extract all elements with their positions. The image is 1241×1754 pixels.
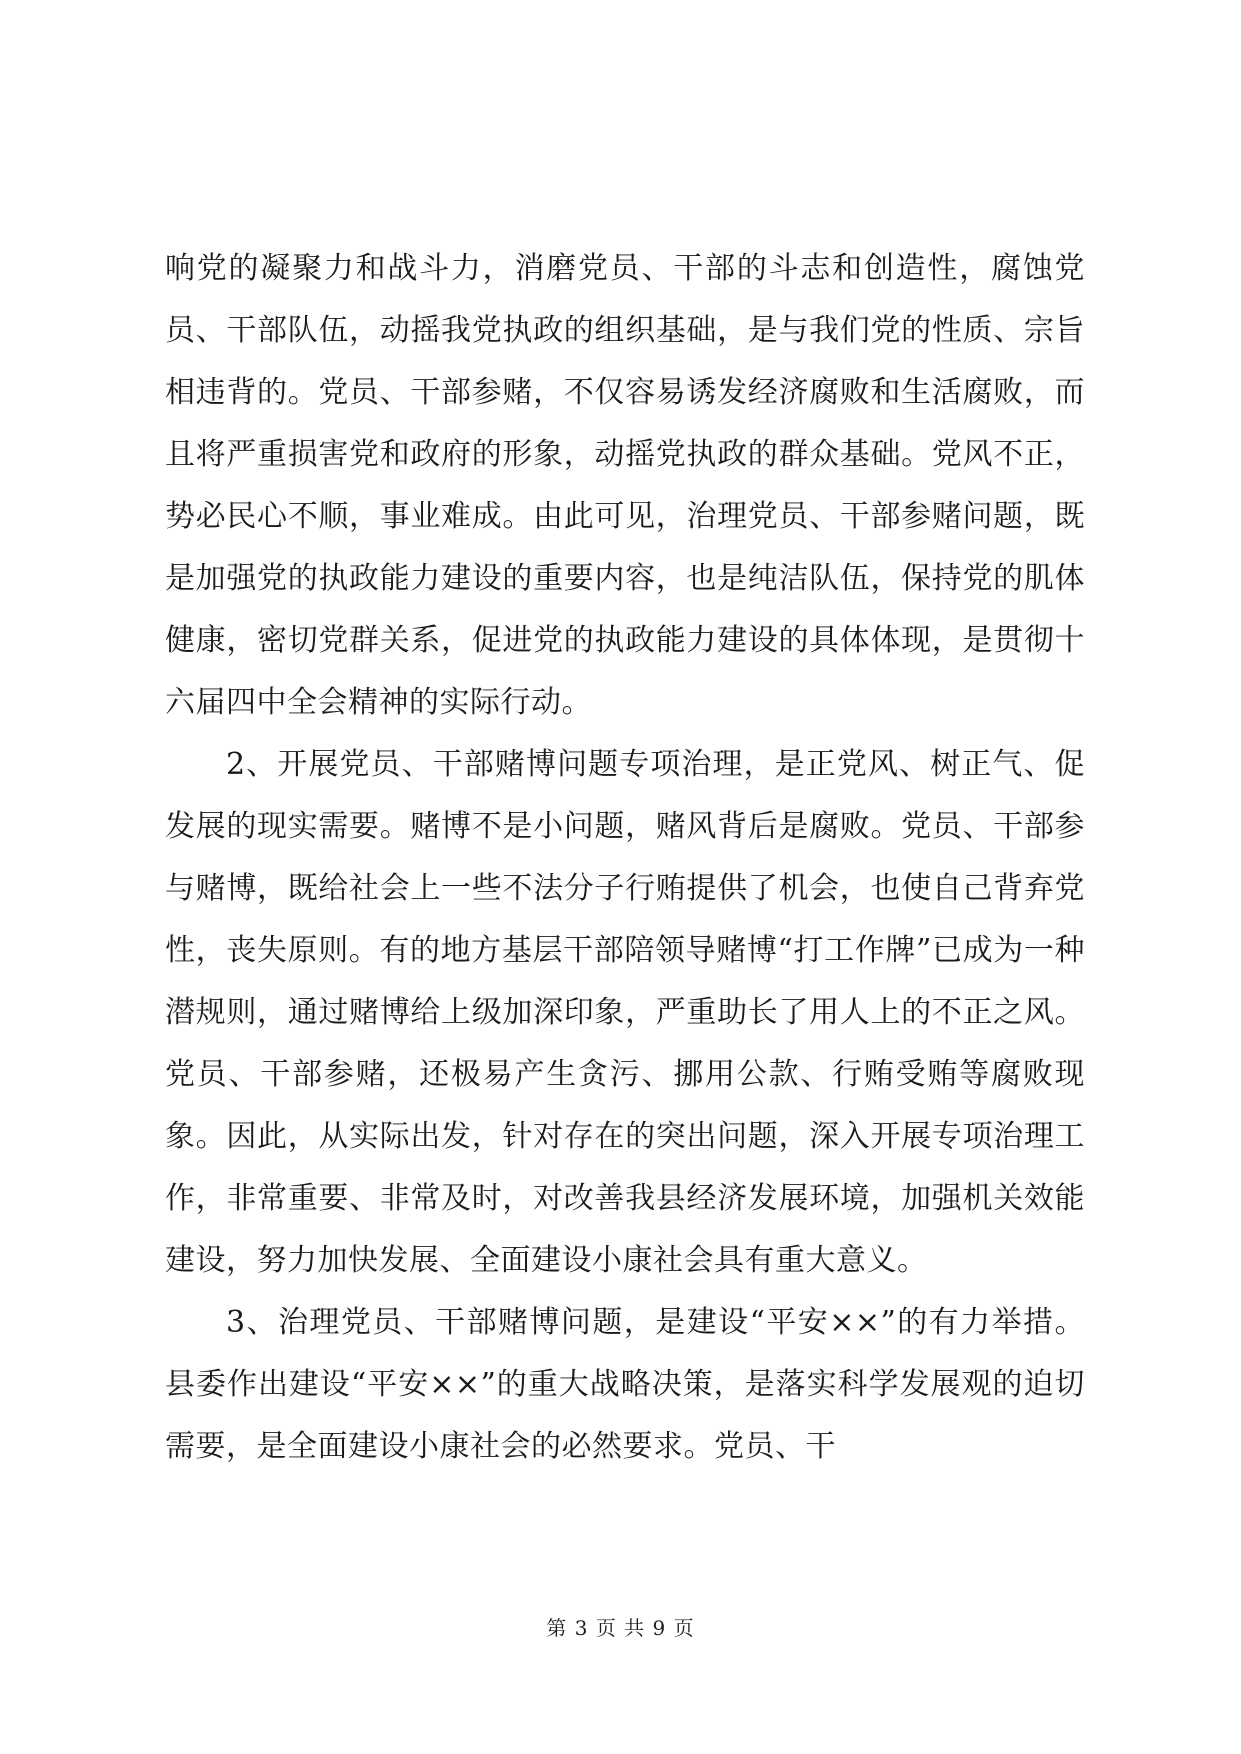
paragraph-continuation: 响党的凝聚力和战斗力，消磨党员、干部的斗志和创造性，腐蚀党员、干部队伍，动摇我党执政的组织基础，是与我们党的性质、宗旨相违背的。党员、干部参赌，不仅容易诱发经济腐败和生活腐败，而且将严重损害党和政府的形象，动摇党执政的群众基础。党风不正，势必民心不顺，事业难成。由此可见，治理党员、干部参赌问题，既是加强党的执政能力建设的重要内容，也是纯洁队伍，保持党的肌体健康，密切党群关系，促进党的执政能力建设的具体体现，是贯彻十六届四中全会精神的实际行动。	[165, 251, 1085, 720]
document-body	[165, 238, 1085, 1478]
paragraph-item-2: 2、开展党员、干部赌博问题专项治理，是正党风、树正气、促发展的现实需要。赌博不是小问题，赌风背后是腐败。党员、干部参与赌博，既给社会上一些不法分子行贿提供了机会，也使自己背弃党性，丧失原则。有的地方基层干部陪领导赌博“打工作牌”已成为一种潜规则，通过赌博给上级加深印象，严重助长了用人上的不正之风。党员、干部参赌，还极易产生贪污、挪用公款、行贿受贿等腐败现象。因此，从实际出发，针对存在的突出问题，深入开展专项治理工作，非常重要、非常及时，对改善我县经济发展环境，加强机关效能建设，努力加快发展、全面建设小康社会具有重大意义。	[165, 747, 1085, 1278]
page-number-footer: 第 3 页 共 9 页	[546, 1616, 695, 1640]
paragraph-item-3: 3、治理党员、干部赌博问题，是建设“平安××”的有力举措。县委作出建设“平安××”的重大战略决策，是落实科学发展观的迫切需要，是全面建设小康社会的必然要求。党员、干	[165, 1305, 1085, 1464]
